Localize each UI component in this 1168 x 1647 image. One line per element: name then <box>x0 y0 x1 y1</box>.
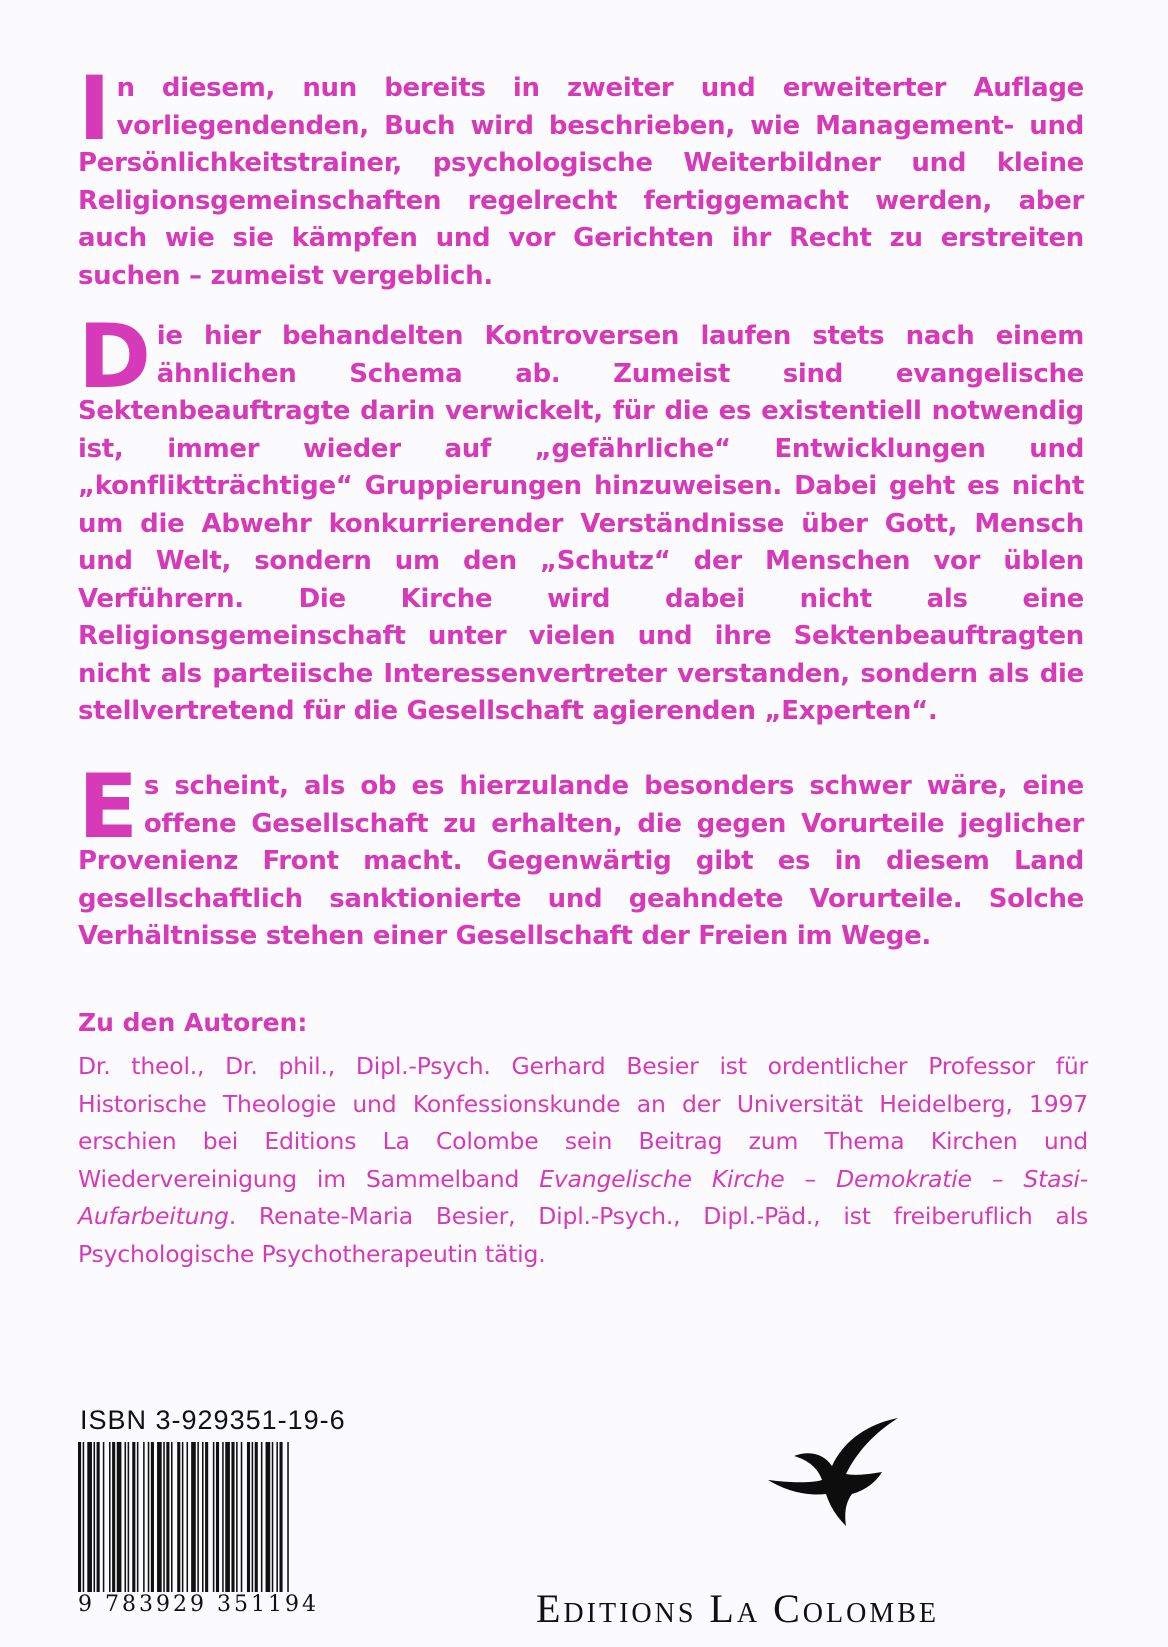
barcode-bar <box>191 1442 196 1592</box>
barcode-bar <box>171 1442 173 1592</box>
barcode-bar <box>151 1442 154 1592</box>
barcode-bar <box>287 1442 289 1592</box>
drop-cap: E <box>78 755 138 858</box>
barcode <box>78 1442 350 1592</box>
barcode-bar <box>143 1442 145 1592</box>
drop-cap: D <box>78 305 151 408</box>
paragraph-text: s scheint, als ob es hierzulande besonders schwer wäre, eine offene Gesellschaft zu erhalten, die gegen Vorurteile jeglicher Provenienz Front macht. Gegenwärtig gibt es in diesem Land gesellschaftlich sanktionierte und geahndete Vorurteile. Solche Verhältnisse stehen einer Gesellschaft der Freien im Wege. <box>78 771 1084 951</box>
barcode-bar <box>247 1442 250 1592</box>
barcode-bar <box>97 1442 100 1592</box>
barcode-bar <box>109 1442 111 1592</box>
barcode-bar <box>216 1442 219 1592</box>
barcode-bar <box>112 1442 115 1592</box>
barcode-bar <box>202 1442 204 1592</box>
barcode-bar <box>272 1442 274 1592</box>
barcode-bar <box>87 1442 92 1592</box>
barcode-bar <box>236 1442 238 1592</box>
barcode-bar <box>276 1442 278 1592</box>
barcode-bar <box>148 1442 150 1592</box>
barcode-bar <box>177 1442 180 1592</box>
isbn-label: ISBN 3-929351-19-6 <box>80 1405 346 1435</box>
blurb-paragraph-2 <box>78 305 1084 731</box>
blurb-paragraph-3 <box>78 755 1084 956</box>
authors-text <box>78 1048 1088 1273</box>
barcode-bar <box>182 1442 184 1592</box>
barcode-bar <box>166 1442 169 1592</box>
book-title: Evangelische Kirche – Demokratie – Stasi-Aufarbeitung <box>78 1164 1088 1230</box>
barcode-bar <box>213 1442 215 1592</box>
barcode-bar <box>163 1442 165 1592</box>
barcode-bar <box>94 1442 96 1592</box>
barcode-bar <box>103 1442 105 1592</box>
paragraph-text: ie hier behandelten Kontroversen laufen stets nach einem ähnlichen Schema ab. Zumeist sind evangelische Sektenbeauftragte darin verwickelt, für die es existentiell notwendig ist, immer wieder auf „gefährliche“ Entwicklungen und „konfliktträchtige“ Gruppierungen hinzuweisen. Dabei geht es nicht um die Abwehr konkurrierender Verständnisse über Gott, Mensch und Welt, sondern um den „Schutz“ der Menschen vor üblen Verführern. Die Kirche wird dabei nicht als eine Religionsgemeinschaft unter vielen und ihre Sektenbeauftragten nicht als parteiische Interessenvertreter verstanden, sondern als die stellvertretend für die Gesellschaft agierenden „Experten“. <box>78 321 1084 726</box>
barcode-bar <box>255 1442 258 1592</box>
authors-text-part: Dr. theol., Dr. phil., Dipl.-Psych. Gerhard Besier ist ordentlicher Professor für Historische Theologie und Konfessionskunde an der Universität Heidelberg, 1997 erschien bei Editions La Colombe sein Beitrag zum Thema Kirchen und Wiedervereinigung im Sammelband <box>78 1052 1088 1193</box>
barcode-bar <box>280 1442 283 1592</box>
drop-cap: I <box>78 57 111 160</box>
blurb-paragraph-1 <box>78 57 1084 295</box>
barcode-bar <box>261 1442 263 1592</box>
paragraph-text: n diesem, nun bereits in zweiter und erweiterter Auflage vorliegendenden, Buch wird beschrieben, wie Management- und Persönlichkeitstrainer, psychologische Weiterbildner und kleine Religionsgemeinschaften regelrecht fertiggemacht werden, aber auch wie sie kämpfen und vor Gerichten ihr Recht zu erstreiten suchen – zumeist vergeblich. <box>78 73 1084 291</box>
barcode-bar <box>132 1442 135 1592</box>
barcode-bar <box>125 1442 127 1592</box>
barcode-bar <box>231 1442 234 1592</box>
barcode-bar <box>205 1442 208 1592</box>
barcode-bar <box>157 1442 162 1592</box>
authors-text-part: . Renate-Maria Besier, Dipl.-Psych., Dipl.-Päd., ist freiberuflich als Psychologische Psychotherapeutin tätig. <box>78 1202 1088 1268</box>
barcode-bar <box>225 1442 230 1592</box>
dove-icon <box>748 1410 908 1530</box>
barcode-digits: 9 783929 351194 <box>78 1592 319 1617</box>
barcode-bar <box>241 1442 243 1592</box>
barcode-bar <box>266 1442 271 1592</box>
barcode-bar <box>252 1442 254 1592</box>
barcode-bar <box>137 1442 139 1592</box>
barcode-bar <box>128 1442 130 1592</box>
publisher-name: Editions La Colombe <box>536 1586 939 1631</box>
barcode-bar <box>187 1442 189 1592</box>
barcode-bar <box>222 1442 224 1592</box>
barcode-bar <box>78 1442 81 1592</box>
barcode-bar <box>197 1442 199 1592</box>
barcode-bar <box>117 1442 122 1592</box>
barcode-bar <box>83 1442 85 1592</box>
authors-heading: Zu den Autoren: <box>78 1008 308 1037</box>
